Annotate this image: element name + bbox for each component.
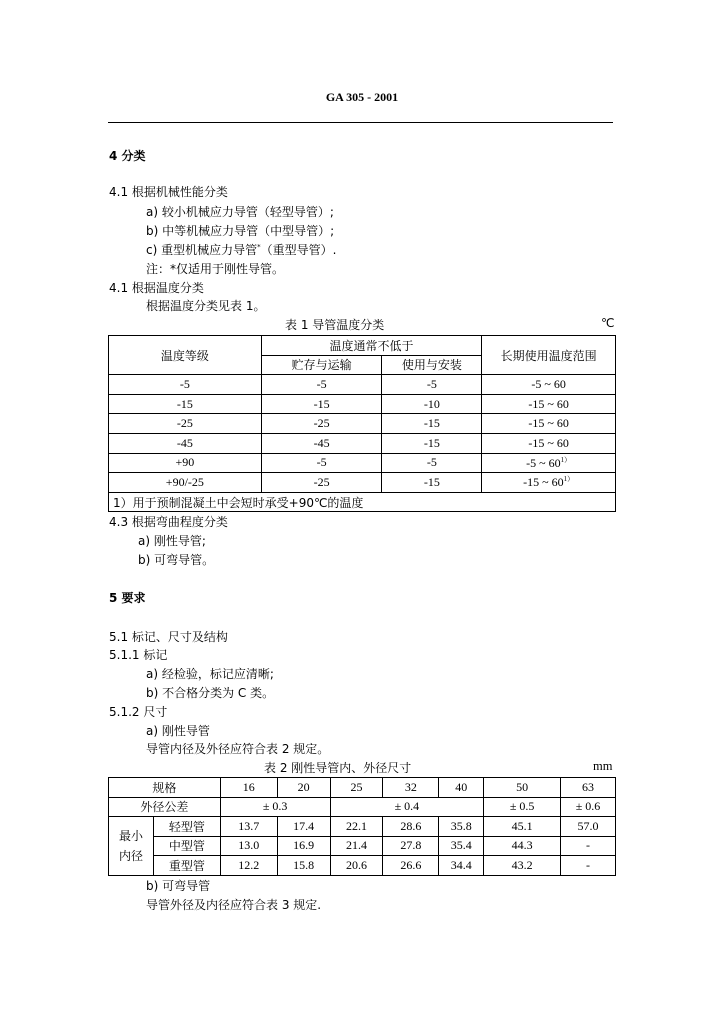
range-value: -15 ~ 60: [523, 475, 564, 490]
table-cell: 28.6: [383, 817, 439, 837]
table-cell: [482, 414, 616, 434]
table-cell: 17.4: [277, 817, 330, 837]
table-row: [109, 414, 616, 434]
section-4-2-text: 根据温度分类见表 1。: [146, 299, 266, 313]
table-2-caption: 表 2 刚性导管内、外径尺寸: [264, 761, 412, 775]
table-row: [109, 473, 616, 493]
table-cell: 16.9: [277, 836, 330, 856]
table-2-header-min-inner: 最小内径: [109, 817, 154, 876]
section-4-1-title: 4.1 根据机械性能分类: [109, 185, 228, 199]
table-cell: -15: [382, 433, 482, 453]
table-cell: 35.8: [439, 817, 484, 837]
table-1-unit: ℃: [601, 316, 615, 330]
table-cell: 27.8: [383, 836, 439, 856]
table-1-footnote: 1）用于预制混凝土中会短时承受+90℃的温度: [109, 492, 616, 512]
table-row: [109, 817, 616, 837]
item-4-1-c-suffix: （重型导管）.: [260, 243, 337, 257]
document-header: GA 305 - 2001: [325, 90, 399, 104]
table-cell: ± 0.5: [484, 797, 561, 817]
section-5-1-1-title: 5.1.1 标记: [109, 648, 168, 662]
table-row: [109, 375, 616, 395]
table-cell: 22.1: [330, 817, 383, 837]
table-cell: [482, 473, 616, 493]
table-cell: ± 0.6: [561, 797, 616, 817]
range-value: -5 ~ 60: [531, 376, 566, 391]
table-cell: 44.3: [484, 836, 561, 856]
table-cell: -15: [261, 394, 382, 414]
table-1-header-storage: 贮存与运输: [261, 355, 382, 375]
table-cell: 26.6: [383, 856, 439, 876]
table-cell: 20.6: [330, 856, 383, 876]
table-cell: [482, 433, 616, 453]
table-cell: 13.0: [220, 836, 277, 856]
table-cell: [482, 453, 616, 473]
table-row: [109, 433, 616, 453]
table-cell: -5: [382, 375, 482, 395]
table-row: [109, 797, 616, 817]
table-cell: 32: [383, 778, 439, 798]
item-5-1-1-b: b) 不合格分类为 C 类。: [146, 686, 275, 700]
table-cell: 16: [220, 778, 277, 798]
table-cell: -15: [382, 414, 482, 434]
table-row: [109, 394, 616, 414]
footnote-mark: 1）: [563, 475, 575, 484]
table-cell: 轻型管: [153, 817, 220, 837]
table-cell: 57.0: [561, 817, 616, 837]
table-2: [108, 777, 616, 876]
table-cell: 25: [330, 778, 383, 798]
table-2-unit: mm: [593, 759, 613, 773]
section-4-3-title: 4.3 根据弯曲程度分类: [109, 515, 228, 529]
table-cell: -: [561, 836, 616, 856]
table-cell: 63: [561, 778, 616, 798]
table-1-header-range: 长期使用温度范围: [482, 336, 616, 375]
table-cell: 13.7: [220, 817, 277, 837]
table-row: [109, 453, 616, 473]
table-cell: 15.8: [277, 856, 330, 876]
item-5-1-2-b-text: 导管外径及内径应符合表 3 规定.: [146, 898, 322, 912]
table-cell: -15: [382, 473, 482, 493]
item-5-1-2-a-text: 导管内径及外径应符合表 2 规定。: [146, 742, 330, 756]
range-value: -5 ~ 60: [526, 455, 561, 470]
table-cell: 50: [484, 778, 561, 798]
item-4-3-b: b) 可弯导管。: [138, 553, 215, 567]
table-row: [109, 836, 616, 856]
table-row: [109, 856, 616, 876]
table-cell: 21.4: [330, 836, 383, 856]
item-4-1-b: b) 中等机械应力导管（中型导管）;: [146, 224, 335, 238]
table-cell: -15: [109, 394, 262, 414]
header-rule: [108, 122, 613, 123]
table-cell: -45: [109, 433, 262, 453]
table-row: [109, 778, 616, 798]
footnote-mark: 1）: [560, 455, 572, 464]
table-1-header-min: 温度通常不低于: [261, 336, 482, 356]
table-1-caption: 表 1 导管温度分类: [285, 318, 385, 332]
range-value: -15 ~ 60: [528, 435, 569, 450]
table-cell: 34.4: [439, 856, 484, 876]
section-4-title: 4 分类: [109, 149, 146, 163]
table-cell: -25: [109, 414, 262, 434]
table-1-header-install: 使用与安装: [382, 355, 482, 375]
table-cell: -5: [261, 375, 382, 395]
table-cell: -5: [382, 453, 482, 473]
table-cell: ± 0.3: [220, 797, 330, 817]
table-cell: -25: [261, 473, 382, 493]
table-cell: 35.4: [439, 836, 484, 856]
table-2-header-spec: 规格: [109, 778, 221, 798]
item-4-1-c-text: c) 重型机械应力导管: [146, 243, 258, 257]
table-cell: -45: [261, 433, 382, 453]
range-value: -15 ~ 60: [528, 396, 569, 411]
section-4-2-title: 4.1 根据温度分类: [109, 281, 204, 295]
section-5-title: 5 要求: [109, 591, 146, 605]
table-1: [108, 335, 616, 512]
table-cell: [482, 375, 616, 395]
table-cell: -5: [261, 453, 382, 473]
section-5-1-2-title: 5.1.2 尺寸: [109, 705, 168, 719]
table-cell: -10: [382, 394, 482, 414]
item-5-1-2-a: a) 刚性导管: [146, 724, 210, 738]
table-cell: 20: [277, 778, 330, 798]
table-cell: 中型管: [153, 836, 220, 856]
table-1-header-grade: 温度等级: [109, 336, 262, 375]
table-cell: +90/-25: [109, 473, 262, 493]
item-4-1-c: [146, 241, 336, 258]
note-4-1: 注：*仅适用于刚性导管。: [146, 262, 285, 276]
table-cell: -: [561, 856, 616, 876]
table-cell: 重型管: [153, 856, 220, 876]
item-4-3-a: a) 刚性导管;: [138, 534, 206, 548]
table-cell: 40: [439, 778, 484, 798]
table-cell: [482, 394, 616, 414]
range-value: -15 ~ 60: [528, 416, 569, 431]
table-cell: 12.2: [220, 856, 277, 876]
item-4-1-c-star: *: [257, 243, 261, 251]
table-cell: 43.2: [484, 856, 561, 876]
item-5-1-2-b: b) 可弯导管: [146, 879, 211, 893]
item-4-1-a: a) 较小机械应力导管（轻型导管）;: [146, 205, 334, 219]
table-cell: 45.1: [484, 817, 561, 837]
table-cell: ± 0.4: [330, 797, 484, 817]
table-cell: -5: [109, 375, 262, 395]
item-5-1-1-a: a) 经检验，标记应清晰;: [146, 667, 274, 681]
table-2-header-tolerance: 外径公差: [109, 797, 221, 817]
section-5-1-title: 5.1 标记、尺寸及结构: [109, 630, 228, 644]
table-cell: +90: [109, 453, 262, 473]
table-cell: -25: [261, 414, 382, 434]
